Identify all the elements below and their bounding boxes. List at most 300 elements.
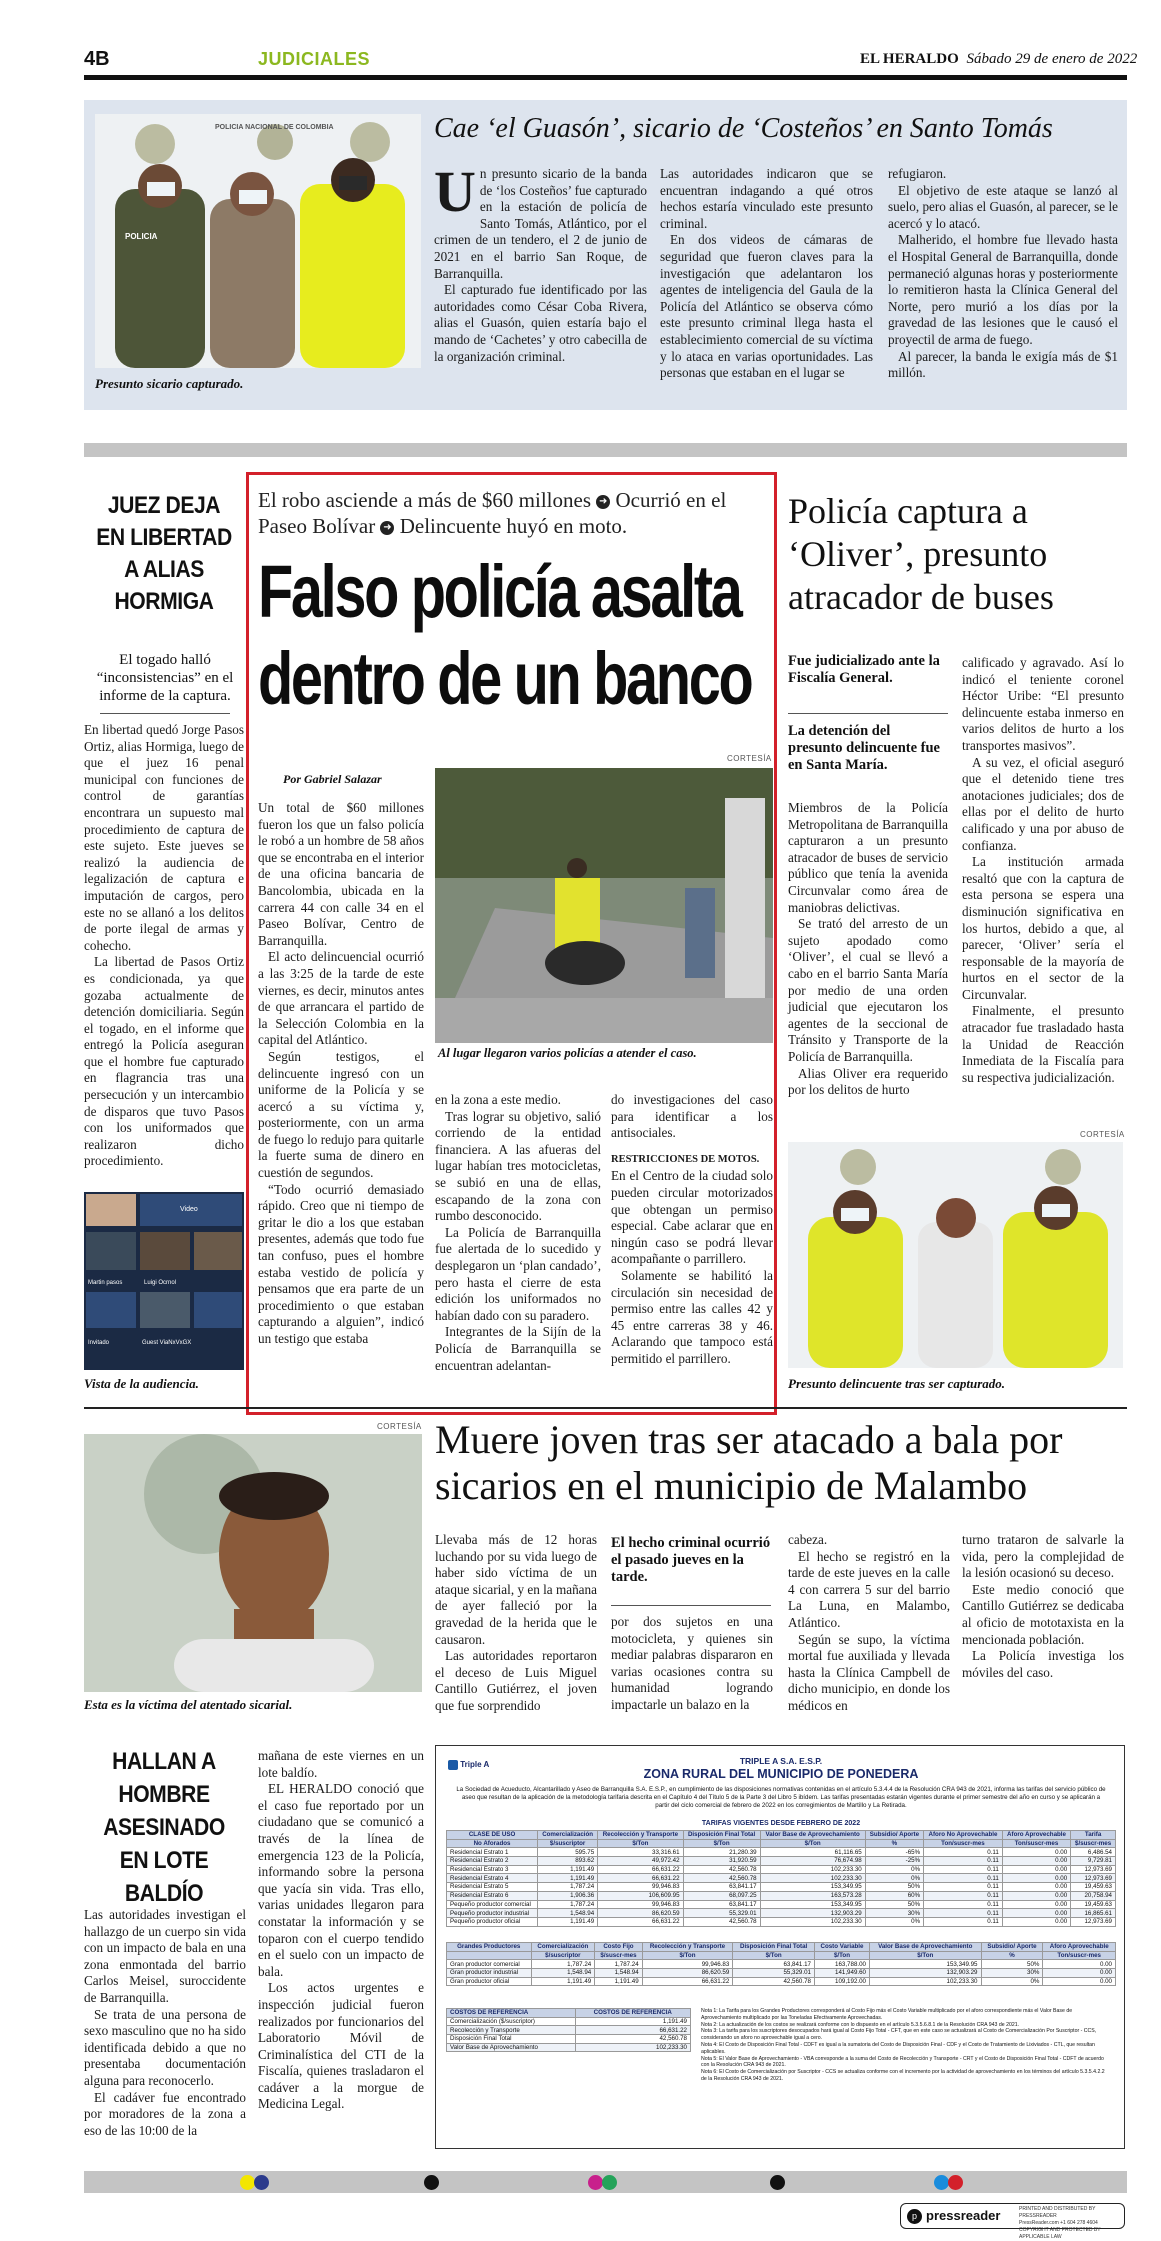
table-cell: 66,631.22 (598, 1865, 683, 1874)
malambo-col1-p2: Las autoridades reportaron el deceso de Luis Miguel Cantillo Gutiérrez, el joven que fue sorprendido (435, 1648, 597, 1713)
table-cell: 102,233.30 (760, 1874, 865, 1883)
malambo-col4 (962, 1532, 1124, 1717)
tarifas-header-row (447, 1831, 1116, 1840)
table-cell: 893.62 (538, 1857, 598, 1866)
guason-col2 (660, 166, 873, 398)
table-cell: Pequeño productor oficial (447, 1917, 538, 1926)
registration-dot (424, 2175, 439, 2190)
table-cell: 76,674.98 (760, 1857, 865, 1866)
banco-col3-p2: En el Centro de la ciudad solo pueden circular motorizados que obtengan un permiso especial. Cabe aclarar que en ningún caso se podrá llevar acompañante o parrillero. (611, 1168, 773, 1267)
table-cell: 1,191.49 (595, 1977, 642, 1986)
table-cell: 153,349.95 (760, 1883, 865, 1892)
table-cell: 102,233.30 (575, 2043, 690, 2052)
table-cell: 99,946.83 (598, 1900, 683, 1909)
table-cell: 66,631.22 (575, 2026, 690, 2035)
table-cell: 21,280.39 (683, 1848, 760, 1857)
table-row (447, 1960, 1116, 1969)
table-row (447, 1900, 1116, 1909)
guason-col3-p2: El objetivo de este ataque se lanzó al suelo, pero alias el Guasón, al parecer, se le acercó y lo atacó. (888, 182, 1118, 231)
table-cell: 0.00 (1002, 1865, 1070, 1874)
oliver-col2-p4: Finalmente, el presunto atracador fue trasladado hasta la Unidad de Reacción Inmediata de la Fiscalía para su respectiva judicialización. (962, 1003, 1124, 1085)
col-header: CLASE DE USO (447, 1831, 538, 1840)
banco-col3-p3: Solamente se habilitó la circulación sin necesidad de permiso entre las calles 42 y 45 entre carreras 38 y 46. Aclarando que tampoco está permitido el parrillero. (611, 1267, 773, 1366)
table-cell: 1,787.24 (538, 1900, 598, 1909)
lote-col1-p2: Se trata de una persona de sexo masculino que no ha sido identificada debido a que no presentaba documentación alguna para reconocerlo. (84, 2006, 246, 2088)
banco-col2-p2: Tras lograr su objetivo, salió corriendo de la entidad financiera. A las afueras del lugar habían tres motocicletas, se subió en una de ellas, escapando de la zona con rumbo desconocido. (435, 1108, 601, 1224)
banco-byline-name: Gabriel Salazar (304, 772, 382, 786)
guason-col3-p3: Malherido, el hombre fue llevado hasta el Hospital General de Barranquilla, donde permaneció algunas horas y posteriormente lo remitieron hasta la Clínica General del Norte, pero murió a los días por la gravedad de las lesiones que le causó el proyectil de arma de fuego. (888, 232, 1118, 347)
table-row (447, 1857, 1116, 1866)
table-cell: 66,631.22 (598, 1917, 683, 1926)
table-cell: 1,191.49 (538, 1874, 598, 1883)
table-cell: -65% (865, 1848, 923, 1857)
col-header: Aforo Aprovechable (1002, 1831, 1070, 1840)
grandes-table (446, 1942, 1116, 1986)
table-cell: Gran productor comercial (447, 1960, 532, 1969)
guason-col1-p2: El capturado fue identificado por las autoridades como César Coba Rivera, alias el Guasón, quien estaría bajo el mando de ‘Cachetes’ y otro cabecilla de la organización criminal. (434, 282, 647, 364)
table-cell: 99,946.83 (598, 1883, 683, 1892)
col-header: Valor Base de Aprovechamiento (760, 1831, 865, 1840)
table-cell: Residencial Estrato 2 (447, 1857, 538, 1866)
table-cell: Residencial Estrato 1 (447, 1848, 538, 1857)
table-cell: Valor Base de Aprovechamiento (447, 2043, 576, 2052)
table-cell: 0.00 (1002, 1883, 1070, 1892)
oliver-col1-p2: Se trató del arresto de un sujeto apodado como ‘Oliver’, el cual se llevó a cabo en el barrio Santa María por medio de una orden judicial que ejecutaron los agentes de la seccional de Tránsito y Transporte de la Policía de Barranquilla. (788, 916, 948, 1064)
guason-col2-p1: Las autoridades indicaron que se encuentran indagando a qué otros hechos estaría vinculado este presunto criminal. (660, 166, 873, 231)
oliver-col2 (962, 655, 1124, 1143)
guason-col3-p1: refugiaron. (888, 166, 947, 181)
video-tile-7 (140, 1292, 190, 1328)
unit-header: Ton/suscr-mes (924, 1839, 1003, 1848)
table-cell: Gran productor industrial (447, 1969, 532, 1978)
banco-title-wrap (258, 548, 768, 738)
table-cell: 0.00 (1043, 1969, 1116, 1978)
registration-dot (254, 2175, 269, 2190)
table-cell: 42,560.78 (575, 2035, 690, 2044)
table-cell: 66,631.22 (598, 1874, 683, 1883)
oliver-col2-p1: calificado y agravado. Así lo indicó el teniente coronel Héctor Uribe: “El presunto delincuente estaba inmerso en varios delitos de hurto a los transportes masivos”. (962, 655, 1124, 753)
col-header: Comercialización (531, 1943, 595, 1952)
table-cell: Residencial Estrato 4 (447, 1874, 538, 1883)
table-cell: 1,191.49 (538, 1917, 598, 1926)
malambo-col3 (788, 1532, 950, 1717)
table-cell: 86,620.59 (642, 1969, 733, 1978)
banco-col1-p3: Según testigos, el delincuente ingresó con un uniforme de la Policía y se acercó a su víctima y, posteriormente, con un arma de fuego lo redujo para quitarle la fuerte suma de dinero en cuestión de segundos. (258, 1048, 424, 1181)
table-cell: Gran productor oficial (447, 1977, 532, 1986)
hormiga-p1: En libertad quedó Jorge Pasos Ortiz, alias Hormiga, luego de que el juez 16 penal municipal con funciones de control de garantías encontrara un supuesto mal procedimiento de captura de este sujeto. Este jueves se realizó la audiencia de legalización de captura e imputación de cargos, pero este no se allanó a los delitos de porte ilegal de armas y cohecho. (84, 722, 244, 953)
unit-header: No Aforados (447, 1839, 538, 1848)
table-cell: 50% (865, 1900, 923, 1909)
table-cell: 55,329.01 (683, 1909, 760, 1918)
tarifas-body (447, 1848, 1116, 1926)
video-label-martin: Martin pasos (88, 1280, 123, 1286)
tarifas-note: Nota 3: La tarifa para los suscriptores desocupados hará igual al Costo Fijo Total - CFT, que en este caso se actualizará al Costo de Comercialización Por Suscriptor - CCS, considerando un aforo no aprovechable igual a cero. (701, 2028, 1097, 2042)
pressreader-line2: PressReader.com +1 604 278 4604 (1019, 2220, 1098, 2226)
banco-col2 (435, 1092, 601, 1390)
video-tile-6 (86, 1292, 136, 1328)
costos-body (447, 2017, 691, 2052)
pressreader-info (1019, 2206, 1124, 2241)
registration-dot (240, 2175, 255, 2190)
table-cell: 0.11 (924, 1917, 1003, 1926)
unit-header: $/suscriptor (531, 1951, 595, 1960)
oliver-col2-p2: A su vez, el oficial aseguró que el detenido tiene tres anotaciones judiciales; dos de ellas por el delito de hurto calificado y una por abuso de confianza. (962, 754, 1124, 853)
oliver-deck-2: La detención del presunto delincuente fue en Santa María. (788, 723, 940, 773)
tarifas-note: Nota 1: La Tarifa para los Grandes Productores corresponderá al Costo Fijo más el Costo Variable multiplicado por el aforo correspondiente más el Valor Base de Aprovechamiento multiplicado por las Toneladas Efectivamente Aprovechadas. (701, 2008, 1073, 2021)
table-cell: 19,459.63 (1071, 1900, 1116, 1909)
table-cell: 595.75 (538, 1848, 598, 1857)
table-row (447, 1848, 1116, 1857)
guason-col1-p1: n presunto sicario de la banda de ‘los Costeños’ fue capturado en la estación de policía de Santo Tomás, Atlántico, por el crimen de un tendero, el 2 de junio de 2021 en el barrio San Roque, de Barranquilla. (434, 166, 647, 281)
table-cell: 0.11 (924, 1874, 1003, 1883)
table-cell: 163,573.28 (760, 1891, 865, 1900)
oliver-col2-p3: La institución armada resaltó que con la captura de esta persona se espera una disminución significativa en los hurtos, debido a que, al parecer, ‘Oliver’ sería el responsable de la mayoría de hurtos en el sector de la Circunvalar. (962, 854, 1124, 1002)
lote-col1-p3: El cadáver fue encontrado por moradores de la zona a eso de las 10:00 de la (84, 2089, 246, 2138)
table-cell: 0.00 (1002, 1857, 1070, 1866)
table-cell: 61,116.65 (760, 1848, 865, 1857)
table-row (447, 2035, 691, 2044)
guason-title: Cae ‘el Guasón’, sicario de ‘Costeños’ en Santo Tomás (434, 113, 1053, 144)
banco-kicker (258, 487, 768, 539)
guason-caption: Presunto sicario capturado. (95, 376, 244, 391)
col-header: Aforo No Aprovechable (924, 1831, 1003, 1840)
table-cell: 19,459.63 (1071, 1883, 1116, 1892)
video-label-video: Video (180, 1206, 198, 1213)
col-header: Aforo Aprovechable (1043, 1943, 1116, 1952)
table-cell: 0.00 (1002, 1900, 1070, 1909)
table-cell: 0.11 (924, 1848, 1003, 1857)
banco-title: Falso policía asalta dentro de un banco (258, 550, 752, 720)
col-header: Comercialización (538, 1831, 598, 1840)
grandes-header-row (447, 1943, 1116, 1952)
table-row (447, 1917, 1116, 1926)
table-cell: 0% (865, 1917, 923, 1926)
pressreader-brand: pressreader (926, 2208, 1001, 2223)
video-tile-5 (194, 1232, 242, 1270)
video-label-luigi: Luigi Ocrnol (144, 1280, 177, 1286)
registration-dot (934, 2175, 949, 2190)
banco-photo-art (435, 768, 773, 1043)
lote-title-block (84, 1745, 244, 1910)
table-cell: 50% (865, 1883, 923, 1892)
hormiga-title: JUEZ DEJA EN LIBERTAD A ALIAS HORMIGA (96, 492, 232, 615)
lote-col2-p1: mañana de este viernes en un lote baldío. (258, 1748, 424, 1780)
table-row (447, 2026, 691, 2035)
banco-kicker-1: El robo asciende a más de $60 millones (258, 488, 591, 512)
unit-header: Ton/suscr-mes (1043, 1951, 1116, 1960)
table-cell: Disposición Final Total (447, 2035, 576, 2044)
table-cell: 0.00 (1043, 1960, 1116, 1969)
tarifas-units-row (447, 1839, 1116, 1848)
table-row (447, 1977, 1116, 1986)
oliver-col1-p1: Miembros de la Policía Metropolitana de Barranquilla capturaron a un presunto atracador de buses de servicio público que tenía la avenida Circunvalar como área de maniobras delictivas. (788, 800, 948, 915)
table-cell: Comercialización ($/suscriptor) (447, 2017, 576, 2026)
table-cell: 99,946.83 (642, 1960, 733, 1969)
table-cell: 1,191.49 (538, 1865, 598, 1874)
tarifas-table (446, 1830, 1116, 1927)
table-cell: 0.11 (924, 1865, 1003, 1874)
table-row (447, 1883, 1116, 1892)
table-cell: -25% (865, 1857, 923, 1866)
pressreader-logo-icon: p (907, 2209, 922, 2224)
table-cell: 0.00 (1002, 1917, 1070, 1926)
unit-header (447, 1951, 532, 1960)
table-cell: 0.11 (924, 1857, 1003, 1866)
oliver-credit: CORTESÍA (1080, 1130, 1125, 1139)
table-cell: 102,233.30 (760, 1865, 865, 1874)
table-cell: 1,191.49 (531, 1977, 595, 1986)
unit-header: $/suscr-mes (595, 1951, 642, 1960)
banco-col1-p4: “Todo ocurrió demasiado rápido. Creo que ni tiempo de gritar le dio a los que estaban presentes, además que todo fue tan confuso, pues el hombre estaba vestido de policía y pensamos que era parte de un procedimiento o que estaban capturando a alguien”, indicó un testigo que estaba (258, 1181, 424, 1346)
malambo-photo (84, 1434, 422, 1692)
tarifas-note: Nota 2: La actualización de los costos se realizará conforme con lo dispuesto en el artículo 5.3.5.6.8.1 de la Resolución CRA 943 de 2021. (701, 2021, 1020, 2028)
unit-header: $/suscriptor (538, 1839, 598, 1848)
col-header: Subsidio/ Aporte (865, 1831, 923, 1840)
col-header: Tarifa (1071, 1831, 1116, 1840)
hormiga-lead: El togado halló “inconsistencias” en el informe de la captura. (96, 652, 234, 704)
guason-col3 (888, 166, 1118, 398)
hormiga-caption: Vista de la audiencia. (84, 1376, 199, 1391)
table-cell: 163,788.00 (814, 1960, 869, 1969)
table-cell: 68,097.25 (683, 1891, 760, 1900)
malambo-col2-p1: por dos sujetos en una motocicleta, y quienes sin mediar palabras dispararon en varias ocasiones contra su humanidad logrando impactarle un balazo en la (611, 1614, 773, 1712)
issue-date: Sábado 29 de enero de 2022 (966, 51, 1138, 67)
table-cell: 20,758.94 (1071, 1891, 1116, 1900)
table-cell: 1,191.49 (575, 2017, 690, 2026)
col-header: Subsidio/ Aporte (981, 1943, 1043, 1952)
costos-header-row (447, 2009, 691, 2018)
oliver-caption: Presunto delincuente tras ser capturado. (788, 1376, 1006, 1391)
table-cell: 1,787.24 (531, 1960, 595, 1969)
malambo-caption: Esta es la víctima del atentado sicarial. (84, 1697, 293, 1712)
malambo-credit: CORTESÍA (377, 1422, 422, 1431)
table-cell: 42,560.78 (733, 1977, 815, 1986)
table-cell: 6,486.54 (1071, 1848, 1116, 1857)
table-cell: 42,560.78 (683, 1874, 760, 1883)
table-cell: 0.00 (1002, 1891, 1070, 1900)
unit-header: $/Ton (683, 1839, 760, 1848)
col-header: Recolección y Transporte (598, 1831, 683, 1840)
table-cell: 50% (981, 1960, 1043, 1969)
table-cell: 63,841.17 (683, 1883, 760, 1892)
tarifas-note: Nota 4: El Costo de Disposición Final Total - CDFT es igual a la sumatoria del Costo de Disposición Final - CDF y el Costo de Tratamiento de Lixiviados - CTL, que resultan aplicables. (701, 2041, 1095, 2055)
guason-col1 (434, 159, 647, 398)
table-cell: 60% (865, 1891, 923, 1900)
guason-col2-p2: En dos videos de cámaras de seguridad que fueron claves para la investigación que adelantaron los agentes de inteligencia del Gaula de la Policía del Atlántico se observa cómo este presunto criminal llega hasta el establecimiento comercial de su víctima y lo ataca en varias oportunidades. Las personas que estaban en el lugar se (660, 232, 873, 381)
banco-col3-subhead: RESTRICCIONES DE MOTOS. (611, 1153, 760, 1165)
tarifas-notes (701, 2008, 1111, 2083)
table-cell: Pequeño productor comercial (447, 1900, 538, 1909)
lote-col1-p1: Las autoridades investigan el hallazgo de un cuerpo sin vida con un impacto de bala en una zona enmontada del barrio Carlos Meisel, suroccidente de Barranquilla. (84, 1907, 246, 2005)
banco-credit: CORTESÍA (727, 754, 772, 763)
unit-header: % (865, 1839, 923, 1848)
malambo-col1-p1: Llevaba más de 12 horas luchando por su vida luego de haber sido víctima de un ataque sicarial, y en la mañana de ayer falleció por la gravedad de la herida que le causaron. (435, 1532, 597, 1647)
table-cell: 31,920.59 (683, 1857, 760, 1866)
table-cell: 1,548.94 (531, 1969, 595, 1978)
hormiga-p2: La libertad de Pasos Ortiz es condicionada, ya que gozaba actualmente de detención domiciliaria. Según el togado, en el informe que entregó la Policía aseguran que el hombre fue capturado en flagrancia tras una persecución y un intercambio de disparos que tuvo Pasos con los uniformados que realizaron dicho procedimiento. (84, 954, 244, 1169)
table-cell: 0.11 (924, 1883, 1003, 1892)
table-cell: 9,729.81 (1071, 1857, 1116, 1866)
banco-photo (435, 768, 773, 1043)
col-header: Costo Variable (814, 1943, 869, 1952)
malambo-col4-p2: Este medio conoció que Cantillo Gutiérrez se dedicaba al oficio de mototaxista en la mencionada población. (962, 1581, 1124, 1647)
col-header: Grandes Productores (447, 1943, 532, 1952)
table-cell: 1,787.24 (595, 1960, 642, 1969)
table-row (447, 1909, 1116, 1918)
registration-dot (602, 2175, 617, 2190)
table-cell: 0% (981, 1977, 1043, 1986)
video-label-guest: Guest ViaNxVxGX (142, 1340, 192, 1346)
hormiga-video-grid (84, 1192, 244, 1370)
table-cell: 153,349.95 (869, 1960, 981, 1969)
guason-photo-art (95, 114, 421, 368)
malambo-deck: El hecho criminal ocurrió el pasado jueves en la tarde. (611, 1535, 771, 1585)
unit-header: $/Ton (642, 1951, 733, 1960)
banco-col3 (611, 1092, 773, 1390)
guason-photo-text: POLICIA NACIONAL DE COLOMBIA (215, 124, 334, 131)
table-cell: 30% (865, 1909, 923, 1918)
video-label-invitado: Invitado (88, 1340, 110, 1346)
table-cell: 141,949.60 (814, 1969, 869, 1978)
table-cell: 0.11 (924, 1891, 1003, 1900)
registration-dot (770, 2175, 785, 2190)
table-cell: Recolección y Transporte (447, 2026, 576, 2035)
guason-police-label: POLICIA (125, 232, 158, 241)
triple-a-brand: Triple A (460, 1760, 490, 1770)
banco-kicker-3: Delincuente huyó en moto. (399, 514, 628, 538)
col-header: Disposición Final Total (733, 1943, 815, 1952)
guason-photo (95, 114, 421, 368)
banco-col1-p1: Un total de $60 millones fueron los que un falso policía le robó a un hombre de 58 años que se encontraba en el interior de una oficina bancaria de Bancolombia, ubicada en la carrera 44 con calle 34 en el Paseo Bolívar, Centro de Barranquilla. (258, 800, 424, 948)
tarifas-note: Nota 5: El Valor Base de Aprovechamiento - VBA corresponde a la suma del Costo de Recolección y Transporte - CRT y el Costo de Disposición Final Total - CDFT de acuerdo con la Resolución CRA 943 de 2021. (701, 2055, 1104, 2069)
table-cell: 63,841.17 (733, 1960, 815, 1969)
unit-header: Ton/suscr-mes (1002, 1839, 1070, 1848)
hormiga-body (84, 722, 244, 1169)
malambo-col3-p1: cabeza. (788, 1532, 828, 1547)
tarifas-ad (435, 1745, 1125, 2149)
table-cell: 1,787.24 (538, 1883, 598, 1892)
table-row (447, 2017, 691, 2026)
table-cell: 1,906.36 (538, 1891, 598, 1900)
malambo-col4-p3: La Policía investiga los móviles del caso. (962, 1648, 1124, 1680)
table-cell: 0.00 (1002, 1874, 1070, 1883)
col-header: Recolección y Transporte (642, 1943, 733, 1952)
section-divider-band (84, 443, 1127, 457)
malambo-col3-p2: El hecho se registró en la tarde de este jueves en la calle 4 con carrera 5 sur del barrio La Luna, en Malambo, Atlántico. (788, 1548, 950, 1630)
oliver-photo-art (788, 1142, 1123, 1368)
table-cell: 0.00 (1002, 1909, 1070, 1918)
banco-kicker-2: Ocurrió en el Paseo Bolívar (258, 488, 727, 538)
malambo-col3-p3: Según se supo, la víctima mortal fue auxiliada y llevada hasta la Clínica Campbell de dicho municipio, en donde los médicos en (788, 1631, 950, 1713)
registration-dot (588, 2175, 603, 2190)
table-cell: 55,329.01 (733, 1969, 815, 1978)
tarifas-intro: La Sociedad de Acueducto, Alcantarillado y Aseo de Barranquilla S.A. E.S.P., en cumplimiento de las disposiciones normativas contenidas en el artículo 5.3.4.4 de la Resolución CRA 943 de 2021, informa las tarifas del servicio público de aseo que resultan de la aplicación de la metodología tarifaria descrita en el Capítulo 4 del Título 5 de la Parte 3 del Libro 5 ibídem. Las tarifas presentadas estarán vigentes durante el primer semestre del año en curso y se aplicarán a partir del ciclo comercial de febrero de 2022 en los corregimientos de Martillo y La Retirada. (456, 1786, 1106, 1810)
table-cell: 86,620.59 (598, 1909, 683, 1918)
unit-header: $/Ton (814, 1951, 869, 1960)
table-cell: 106,609.95 (598, 1891, 683, 1900)
unit-header: $/suscr-mes (1071, 1839, 1116, 1848)
table-row (447, 1874, 1116, 1883)
col-header: COSTOS DE REFERENCIA (575, 2009, 690, 2018)
table-cell: 12,973.69 (1071, 1874, 1116, 1883)
table-cell: 1,548.94 (538, 1909, 598, 1918)
table-cell: 102,233.30 (760, 1917, 865, 1926)
banco-byline-prefix: Por (283, 772, 301, 786)
banco-col1-p2: El acto delincuencial ocurrió a las 3:25 de la tarde de este viernes, es decir, minutos antes de que arrancara el partido de la Selección Colombia en la capital del Atlántico. (258, 949, 424, 1048)
unit-header: $/Ton (598, 1839, 683, 1848)
lote-title: HALLAN A HOMBRE ASESINADO EN LOTE BALDÍO (103, 1748, 225, 1907)
banco-col1 (258, 800, 424, 1390)
table-cell: 42,560.78 (683, 1865, 760, 1874)
table-cell: 102,233.30 (869, 1977, 981, 1986)
table-row (447, 1891, 1116, 1900)
oliver-photo (788, 1142, 1123, 1368)
table-cell: 0% (865, 1874, 923, 1883)
pressreader-badge[interactable] (900, 2203, 1125, 2240)
tarifas-title: ZONA RURAL DEL MUNICIPIO DE PONEDERA (643, 1767, 919, 1781)
pressreader-line3: COPYRIGHT AND PROTECTED BY APPLICABLE LAW (1019, 2227, 1101, 2240)
video-tile-1 (86, 1194, 136, 1226)
banco-col3-p1: do investigaciones del caso para identificar a los antisociales. (611, 1092, 773, 1141)
table-cell: 12,973.69 (1071, 1917, 1116, 1926)
tarifas-table-title: TARIFAS VIGENTES DESDE FEBRERO DE 2022 (701, 1820, 861, 1827)
video-tile-3 (86, 1232, 136, 1270)
table-cell: Pequeño productor industrial (447, 1909, 538, 1918)
video-tile-4 (140, 1232, 190, 1270)
tarifas-note: Nota 6: El Costo de Comercialización por Suscriptor - CCS se actualiza conforme con el incremento por la actividad de aprovechamiento en los términos del artículo 5.3.5.4.2.2 de la Resolución CRA 943 de 2021. (701, 2069, 1105, 2082)
table-cell: 0.11 (924, 1900, 1003, 1909)
guason-dropcap: U (434, 159, 476, 224)
tarifas-company: TRIPLE A S.A. E.S.P. (739, 1756, 823, 1766)
paper-name: EL HERALDO (860, 51, 959, 67)
table-cell: 30% (981, 1969, 1043, 1978)
registration-dot (948, 2175, 963, 2190)
oliver-title: Policía captura a ‘Oliver’, presunto atracador de buses (788, 491, 1054, 617)
table-cell: Residencial Estrato 3 (447, 1865, 538, 1874)
mid-rule (84, 1407, 1127, 1409)
malambo-col4-p1: turno trataron de salvarle la vida, pero la complejidad de la lesión ocasionó su deceso. (962, 1532, 1124, 1581)
table-cell: 0% (865, 1865, 923, 1874)
grandes-units-row (447, 1951, 1116, 1960)
header-rule (84, 75, 1127, 80)
table-cell: 42,560.78 (683, 1917, 760, 1926)
table-cell: Residencial Estrato 6 (447, 1891, 538, 1900)
lote-col2-p2: EL HERALDO conoció que el caso fue reportado por un ciudadano que se comunicó a través de la línea de emergencia 123 de la Policía, informando sobre la persona que yacía sin vida. Tras ello, varias unidades llegaron para constatar la información y se toparon con el cuerpo tendido en el suelo con un impacto de bala. (258, 1781, 424, 1979)
guason-col3-p4: Al parecer, la banda le exigía más de $1 millón. (888, 348, 1118, 381)
unit-header: $/Ton (760, 1839, 865, 1848)
masthead-paper (860, 51, 1137, 68)
hormiga-lead-rule (100, 713, 230, 714)
lote-col2 (258, 1748, 424, 2152)
malambo-photo-art (84, 1434, 422, 1692)
table-cell: 33,316.61 (598, 1848, 683, 1857)
banco-col2-p4: Integrantes de la Sijín de la Policía de Barranquilla se encuentran adelantan- (435, 1324, 601, 1373)
lote-col2-p3: Los actos urgentes e inspección judicial fueron realizados por funcionarios del Laboratorio Móvil de Criminalística del CTI de la Fiscalía, quienes trasladaron el cadáver a la morgue de Medicina Legal. (258, 1980, 424, 2112)
oliver-deck-rule (788, 713, 948, 714)
table-cell: 16,865.61 (1071, 1909, 1116, 1918)
lote-col1 (84, 1907, 246, 2152)
table-cell: 0.00 (1002, 1848, 1070, 1857)
section-name: JUDICIALES (258, 49, 371, 69)
table-cell: 49,972.42 (598, 1857, 683, 1866)
table-cell: 132,903.29 (760, 1909, 865, 1918)
banco-col2-p3: La Policía de Barranquilla fue alertada de lo sucedido y desplegaron un ‘plan candado’, pero hasta el cierre de esta edición los uniformados no habían dado con su paradero. (435, 1224, 601, 1323)
col-header: Valor Base de Aprovechamiento (869, 1943, 981, 1952)
table-cell: 109,192.00 (814, 1977, 869, 1986)
table-cell: 132,903.29 (869, 1969, 981, 1978)
table-row (447, 1969, 1116, 1978)
arrow-right-icon: ➜ (596, 495, 610, 509)
